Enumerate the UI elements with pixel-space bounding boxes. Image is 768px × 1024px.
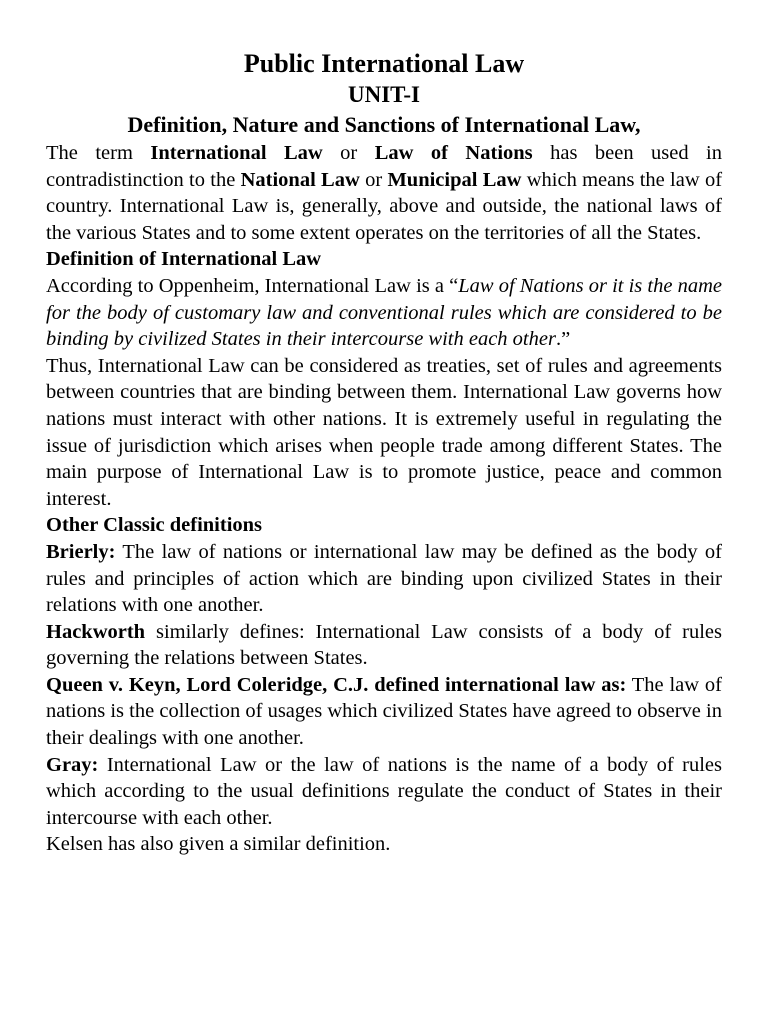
oppenheim-quote: Law of Nations or it is the name for the body of customary law and conventional rules which are considered to be binding by civilized States in their intercourse with each other [46,274,722,351]
definition-heading: Definition of International Law [46,248,322,271]
term-international-law: International Law [150,142,323,164]
intro-text-2: or [322,142,375,164]
other-definitions-heading: Other Classic definitions [46,514,263,537]
term-law-of-nations: Law of Nations [374,142,533,164]
brierly-paragraph [46,539,722,619]
queen-keyn-paragraph [46,672,722,752]
term-national-law: National Law [240,168,360,191]
intro-paragraph [46,140,722,246]
intro-text-4: or [359,168,388,191]
oppenheim-paragraph [46,273,722,353]
brierly-text: The law of nations or international law may be defined as the body of rules and principles of action which are binding upon civilized States in their relations with one another. [46,540,722,617]
gray-paragraph [46,752,722,832]
gray-name: Gray: [46,753,99,776]
queen-keyn-text: The law of nations is the collection of usages which civilized States have agreed to observe in their dealings with one another. [46,673,722,750]
intro-text-5: which means the law of country. International Law is, generally, above and outside, the national laws of the various States and to some extent operates on the territories of all the States. [46,168,723,244]
kelsen-paragraph: Kelsen has also given a similar definition. [46,833,391,856]
oppenheim-lead: According to Oppenheim, International Law is a “ [46,274,459,297]
hackworth-name: Hackworth [46,620,146,643]
unit-heading: UNIT-I [347,82,420,107]
term-municipal-law: Municipal Law [387,168,522,191]
hackworth-text: similarly defines: International Law consists of a body of rules governing the relations between States. [46,620,722,670]
gray-text: International Law or the law of nations is the name of a body of rules which according to the usual definitions regulate the conduct of States in their intercourse with each other. [46,753,722,829]
oppenheim-close: .” [555,328,571,351]
chapter-subtitle: Definition, Nature and Sanctions of International Law, [127,112,641,137]
intro-text-1: The term [46,142,151,164]
thus-paragraph: Thus, International Law can be considered as treaties, set of rules and agreements between countries that are binding between them. International Law governs how nations must interact with other nations. It is extremely useful in regulating the issue of jurisdiction which arises when people trade among different States. The main purpose of International Law is to promote justice, peace and common interest. [46,354,722,510]
brierly-name: Brierly: [46,540,116,563]
queen-keyn-name: Queen v. Keyn, Lord Coleridge, C.J. defined international law as: [46,673,627,696]
intro-text-3: has been used in contradistinction to the [46,142,723,191]
document-title: Public International Law [243,49,525,78]
hackworth-paragraph [46,619,722,672]
